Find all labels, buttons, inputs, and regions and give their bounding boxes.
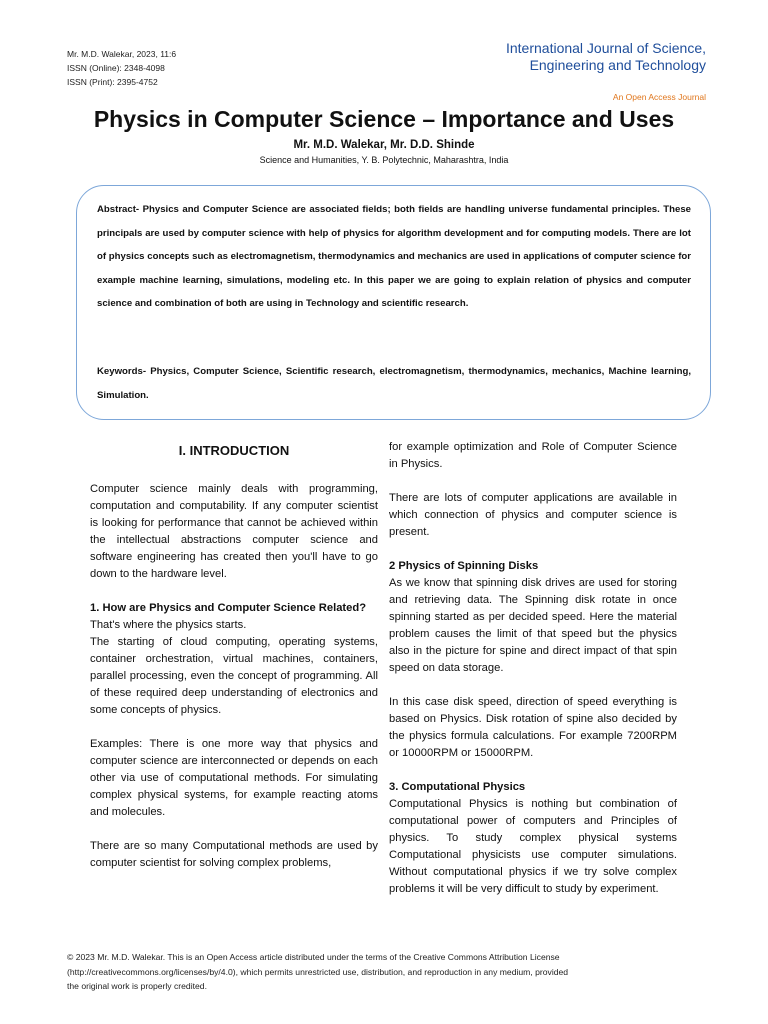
abstract: Abstract- Physics and Computer Science are associated fields; both fields are handling universe fundamental principles. These principals are used by computer science with help of physics for algorithm development and for computing models. There are lot of physics concepts such as electromagnetism, thermodynamics and mechanics are used in applications of computer science for example machine learning, simulations, modeling etc. In this paper we are going to explain relation of physics and computer science and combination of both are using in Technology and scientific research. bbox=[97, 204, 691, 309]
section-1-heading: 1. How are Physics and Computer Science Related? bbox=[90, 602, 367, 614]
keywords: Keywords- Physics, Computer Science, Scientific research, electromagnetism, thermodynamics, mechanics, Machine learning, Simulation. bbox=[97, 366, 691, 401]
journal-name-line1: International Journal of Science, bbox=[505, 40, 706, 56]
intro-paragraph: Computer science mainly deals with programming, computation and computability. If any computer scientist is looking for performance that cannot be achieved within the intellectual abstractions computer science and software engineering has created then you'll have to go down to the hardware level. bbox=[90, 483, 378, 580]
right-paragraph-1: for example optimization and Role of Computer Science in Physics. bbox=[389, 441, 677, 470]
footer-line-3: the original work is properly credited. bbox=[67, 981, 207, 991]
section-2-paragraph-2: In this case disk speed, direction of speed everything is based on Physics. Disk rotation of spine also decided by the physics formula calculations. For example 7200RPM or 10000RPM or 15000RPM. bbox=[389, 696, 677, 759]
section-3-heading: 3. Computational Physics bbox=[389, 781, 526, 793]
footer-line-2: (http://creativecommons.org/licenses/by/4.0), which permits unrestricted use, distribution, and reproduction in any medium, provided bbox=[67, 966, 569, 977]
issn-print: ISSN (Print): 2395-4752 bbox=[67, 77, 158, 87]
open-access-label: An Open Access Journal bbox=[612, 92, 706, 102]
section-1-paragraph-1: That's where the physics starts. bbox=[90, 619, 247, 631]
section-2-heading: 2 Physics of Spinning Disks bbox=[389, 560, 539, 572]
right-column bbox=[389, 439, 677, 898]
section-3-paragraph-1: Computational Physics is nothing but combination of computational power of computers and Principles of physics. To study complex physical systems Computational physicists use computer simulations. Without computational physics if we try solve complex problems it will be very difficult to study by experiment. bbox=[389, 798, 677, 895]
citation-block bbox=[67, 47, 176, 89]
journal-name-line2: Engineering and Technology bbox=[529, 57, 706, 73]
footer-line-1: © 2023 Mr. M.D. Walekar. This is an Open Access article distributed under the terms of the Creative Commons Attribution License bbox=[67, 952, 560, 962]
right-paragraph-2: There are lots of computer applications are available in which connection of physics and computer science is present. bbox=[389, 492, 677, 538]
section-1-paragraph-4: There are so many Computational methods are used by computer scientist for solving complex problems, bbox=[90, 840, 378, 869]
left-column bbox=[90, 481, 378, 872]
affiliation: Science and Humanities, Y. B. Polytechnic, Maharashtra, India bbox=[259, 155, 509, 165]
license-footer bbox=[67, 950, 702, 994]
citation: Mr. M.D. Walekar, 2023, 11:6 bbox=[67, 49, 177, 59]
issn-online: ISSN (Online): 2348-4098 bbox=[67, 63, 165, 73]
section-2-paragraph-1: As we know that spinning disk drives are used for storing and retrieving data. The Spinning disk rotate in once spinning started as per decided speed. Here the material problem causes the limit of that speed but the physics also in the picture for spine and direct impact of that spin speed on data storage. bbox=[389, 577, 677, 674]
paper-title: Physics in Computer Science – Importance and Uses bbox=[93, 106, 675, 132]
journal-name bbox=[506, 40, 706, 74]
section-1-paragraph-2: The starting of cloud computing, operating systems, container orchestration, virtual machines, containers, parallel processing, even the concept of programming. All of these required deep understanding of electronics and some concepts of physics. bbox=[90, 636, 378, 716]
section-1-paragraph-3: Examples: There is one more way that physics and computer science are interconnected or depends on each other via use of computational methods. For simulating complex physical systems, for example reacting atoms and molecules. bbox=[90, 738, 378, 818]
introduction-heading: I. INTRODUCTION bbox=[178, 443, 290, 458]
authors: Mr. M.D. Walekar, Mr. D.D. Shinde bbox=[293, 139, 475, 151]
